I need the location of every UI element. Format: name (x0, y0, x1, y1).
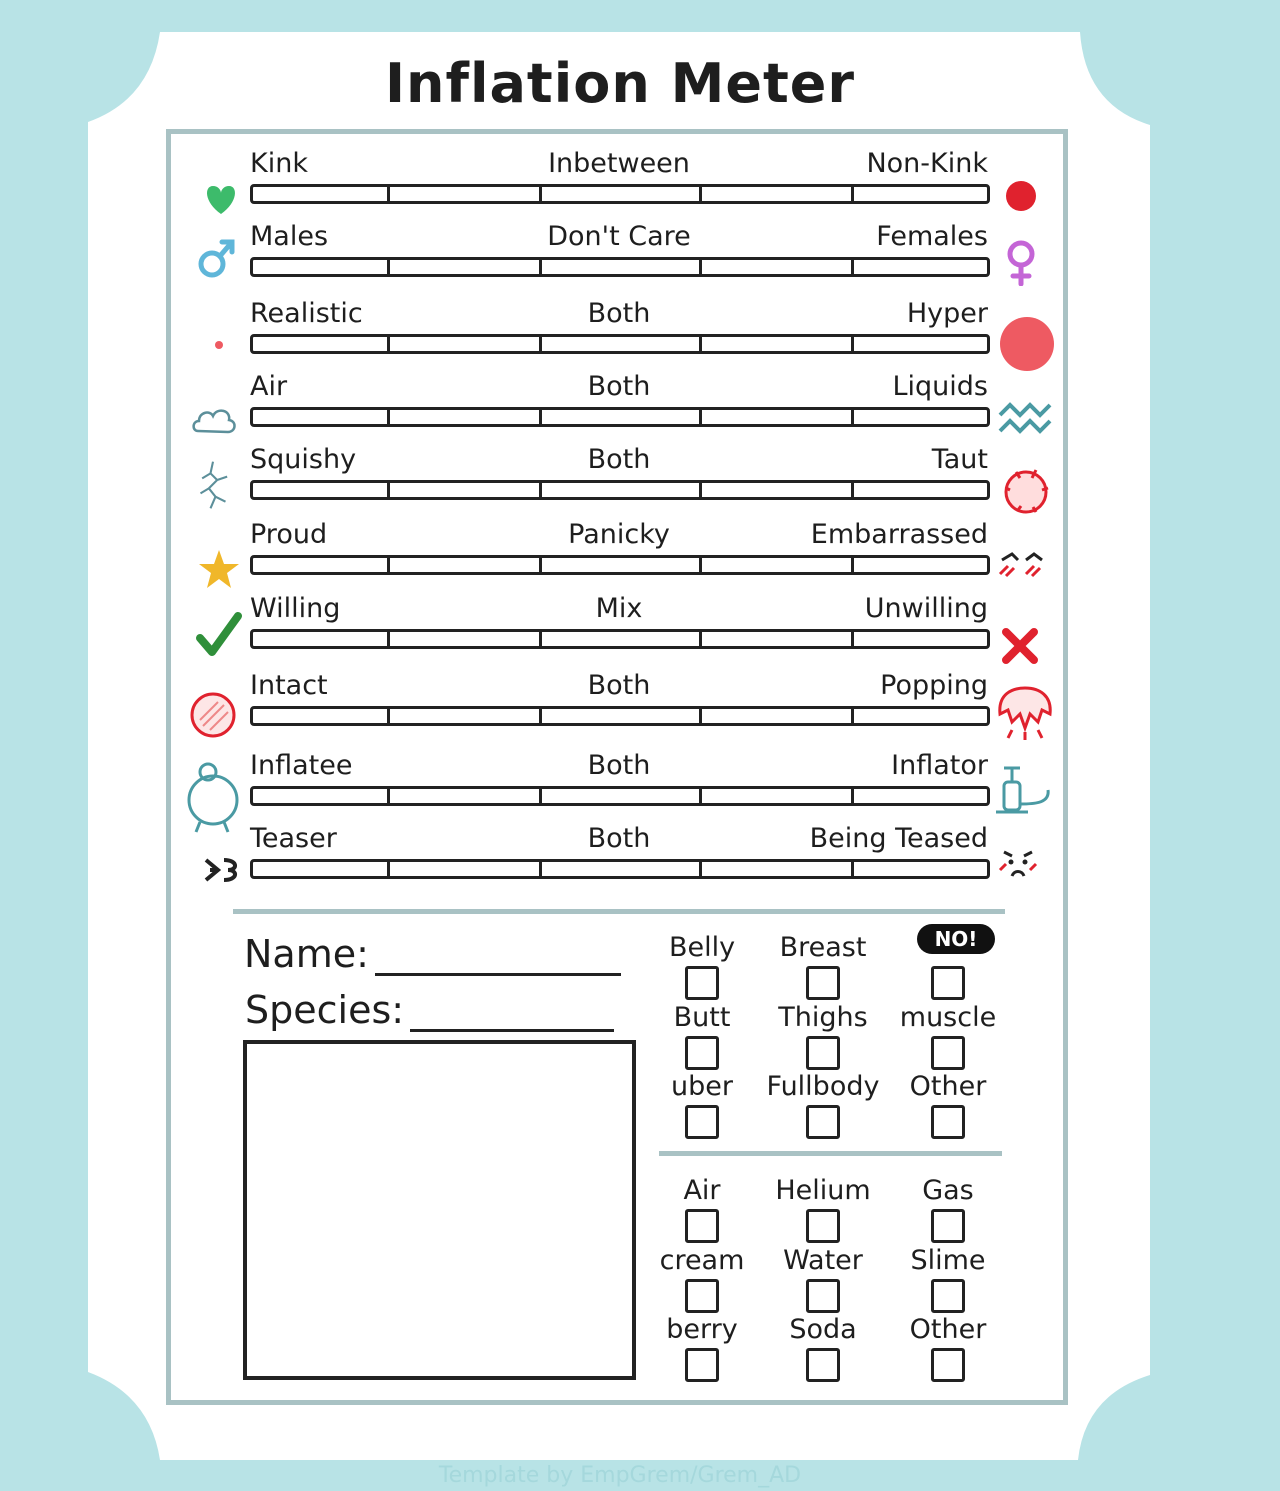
checkbox[interactable] (806, 966, 840, 1000)
checkbox[interactable] (931, 1348, 965, 1382)
checkbox-label: muscle (899, 1002, 997, 1033)
scale-row (250, 519, 988, 589)
checkbox-label: Thighs (778, 1002, 868, 1033)
checkbox-label (888, 932, 1008, 964)
pump-icon (992, 760, 1054, 822)
scale-left-label: Squishy (250, 444, 357, 475)
checkbox-option[interactable] (888, 1071, 1008, 1139)
female-symbol-icon (996, 236, 1046, 286)
scale-right-label: Popping (880, 670, 988, 701)
scale-row (250, 823, 988, 893)
scale-row (250, 670, 988, 740)
checkbox-label: Fullbody (766, 1071, 880, 1102)
flustered-face-icon (996, 842, 1040, 886)
species-input-line[interactable] (410, 1028, 614, 1032)
checkbox[interactable] (931, 1209, 965, 1243)
no-badge: NO! (917, 924, 995, 954)
checkbox-option[interactable] (763, 1314, 883, 1382)
scale-row (250, 298, 988, 368)
cloud-icon (190, 395, 240, 445)
scale-left-label: Air (250, 371, 288, 402)
checkbox-option[interactable] (642, 1071, 762, 1139)
checkbox[interactable] (931, 1279, 965, 1313)
scale-right-label: Unwilling (864, 593, 988, 624)
cross-icon (996, 622, 1046, 672)
scale-left-label: Inflatee (250, 750, 353, 781)
scale-left-label: Kink (250, 148, 308, 179)
checkbox-label: uber (671, 1071, 733, 1102)
checkbox-label: Water (783, 1245, 863, 1276)
scale-center-label: Both (587, 823, 651, 854)
scale-row (250, 593, 988, 663)
checkbox-option[interactable] (642, 1314, 762, 1382)
checkbox[interactable] (931, 1105, 965, 1139)
balloon-icon (188, 690, 238, 740)
scale-center-label: Both (587, 670, 651, 701)
scale-center-label: Mix (595, 593, 643, 624)
checkbox-label: cream (659, 1245, 745, 1276)
scale-center-label: Both (587, 371, 651, 402)
scale-left-label: Proud (250, 519, 328, 550)
section-divider (233, 909, 1005, 914)
male-symbol-icon (192, 232, 242, 282)
scale-row (250, 444, 988, 514)
checkbox-option[interactable] (888, 1245, 1008, 1313)
character-image-box[interactable] (243, 1040, 636, 1380)
checkbox[interactable] (806, 1036, 840, 1070)
checkbox-option[interactable] (763, 1245, 883, 1313)
checkbox[interactable] (685, 1348, 719, 1382)
scale-right-label: Embarrassed (810, 519, 988, 550)
scale-left-label: Willing (250, 593, 341, 624)
checkbox-label: Gas (922, 1175, 974, 1206)
checkbox-label: Helium (775, 1175, 871, 1206)
scale-left-label: Males (250, 221, 329, 252)
scale-right-label: Females (876, 221, 988, 252)
checkbox-option[interactable] (642, 1175, 762, 1243)
checkbox-label: Butt (673, 1002, 731, 1033)
checkbox-label: Soda (789, 1314, 857, 1345)
small-dot-icon (196, 320, 246, 370)
scale-center-label: Don't Care (547, 221, 691, 252)
checkbox[interactable] (806, 1209, 840, 1243)
scale-right-label: Non-Kink (866, 148, 988, 179)
checkbox[interactable] (685, 1209, 719, 1243)
name-input-line[interactable] (375, 972, 621, 976)
checkbox[interactable] (806, 1348, 840, 1382)
scale-center-label: Both (587, 298, 651, 329)
scale-bar[interactable] (250, 706, 990, 726)
checkbox[interactable] (685, 1105, 719, 1139)
scale-bar[interactable] (250, 859, 990, 879)
scale-center-label: Both (587, 750, 651, 781)
checkbox-divider (659, 1151, 1002, 1156)
scale-bar[interactable] (250, 184, 990, 204)
checkbox-option[interactable] (763, 932, 883, 1000)
scale-right-label: Liquids (892, 371, 988, 402)
checkbox-label: berry (666, 1314, 738, 1345)
checkbox-label: Slime (910, 1245, 986, 1276)
scale-bar[interactable] (250, 257, 990, 277)
checkbox-label: Air (683, 1175, 721, 1206)
scale-right-label: Taut (931, 444, 988, 475)
red-dot-icon (996, 172, 1046, 222)
checkbox[interactable] (685, 1036, 719, 1070)
scale-bar[interactable] (250, 480, 990, 500)
checkbox-label: Breast (779, 932, 867, 963)
template-credit: Template by EmpGrem/Grem_AD (438, 1463, 802, 1488)
checkbox[interactable] (931, 1036, 965, 1070)
scale-center-label: Panicky (568, 519, 670, 550)
scale-center-label: Inbetween (548, 148, 690, 179)
species-label: Species: (245, 988, 405, 1032)
scale-row (250, 221, 988, 291)
scale-bar[interactable] (250, 334, 990, 354)
blush-icon (996, 548, 1050, 582)
scale-right-label: Inflator (891, 750, 988, 781)
scale-bar[interactable] (250, 555, 990, 575)
scale-right-label: Hyper (906, 298, 988, 329)
checkbox[interactable] (806, 1105, 840, 1139)
crack-icon (188, 460, 238, 510)
heart-icon (196, 172, 246, 222)
checkbox-option[interactable] (642, 932, 762, 1000)
checkbox-option[interactable] (763, 1175, 883, 1243)
scale-center-label: Both (587, 444, 651, 475)
checkbox-option[interactable] (642, 1002, 762, 1070)
checkbox-option[interactable] (888, 1314, 1008, 1382)
scale-left-label: Intact (250, 670, 328, 701)
name-field (244, 932, 621, 976)
checkbox-label: Belly (668, 932, 736, 963)
scale-right-label: Being Teased (809, 823, 988, 854)
checkbox-label: Other (909, 1071, 987, 1102)
scale-left-label: Realistic (250, 298, 363, 329)
page-title: Inflation Meter (384, 52, 856, 115)
scale-left-label: Teaser (250, 823, 337, 854)
smirk-face-icon (200, 850, 244, 890)
check-icon (194, 610, 244, 660)
checkbox-option[interactable] (888, 932, 1008, 1000)
star-icon (194, 545, 244, 595)
checkbox[interactable] (931, 966, 965, 1000)
scale-bar[interactable] (250, 786, 990, 806)
checkbox[interactable] (685, 1279, 719, 1313)
large-dot-icon (998, 314, 1058, 374)
name-label: Name: (244, 932, 369, 976)
scale-bar[interactable] (250, 407, 990, 427)
scale-row (250, 371, 988, 441)
checkbox-option[interactable] (642, 1245, 762, 1313)
checkbox-option[interactable] (763, 1002, 883, 1070)
checkbox[interactable] (685, 966, 719, 1000)
species-field (245, 988, 614, 1032)
checkbox-option[interactable] (763, 1071, 883, 1139)
stretched-ball-icon (996, 458, 1060, 522)
scale-row (250, 750, 988, 820)
scale-row (250, 148, 988, 218)
inflated-character-icon (184, 758, 242, 836)
checkbox-label: Other (909, 1314, 987, 1345)
burst-balloon-icon (992, 684, 1058, 742)
checkbox-option[interactable] (888, 1175, 1008, 1243)
scale-bar[interactable] (250, 629, 990, 649)
waves-icon (998, 395, 1056, 445)
checkbox[interactable] (806, 1279, 840, 1313)
checkbox-option[interactable] (888, 1002, 1008, 1070)
